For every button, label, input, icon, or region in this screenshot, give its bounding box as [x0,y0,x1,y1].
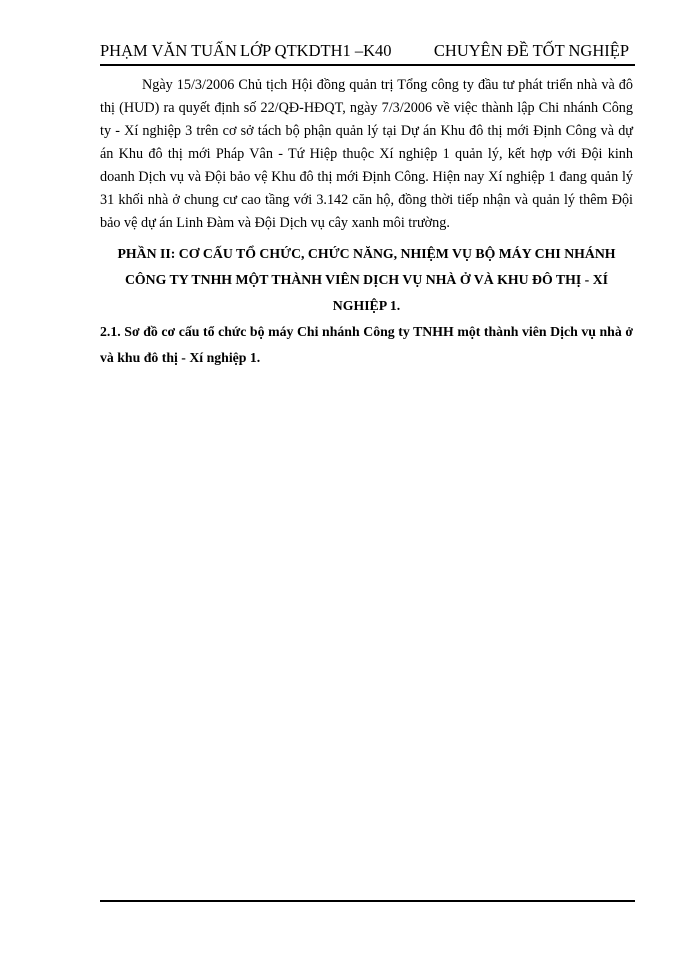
subsection-title: 2.1. Sơ đồ cơ cấu tổ chức bộ máy Chi nhánh Công ty TNHH một thành viên Dịch vụ nhà ở và khu đô thị - Xí nghiệp 1. [100,324,633,365]
footer-divider [100,900,635,902]
header-class: LỚP QTKDTH1 –K40 [240,41,392,60]
header-author: PHẠM VĂN TUẤN [100,41,237,60]
page-header [100,38,635,66]
header-topic: CHUYÊN ĐỀ TỐT NGHIỆP [433,41,629,60]
body-paragraph: Ngày 15/3/2006 Chủ tịch Hội đồng quản trị Tổng công ty đầu tư phát triển nhà và đô thị (HUD) ra quyết định số 22/QĐ-HĐQT, ngày 7/3/2006 về việc thành lập Chi nhánh Công ty - Xí nghiệp 3 trên cơ sở tách bộ phận quản lý tại Dự án Khu đô thị mới Định Công và dự án Khu đô thị mới Pháp Vân - Tứ Hiệp thuộc Xí nghiệp 1 quản lý, kết hợp với Đội kinh doanh Dịch vụ và Đội bảo vệ Khu đô thị mới Định Công. Hiện nay Xí nghiệp 1 đang quản lý 31 khối nhà ở chung cư cao tầng với 3.142 căn hộ, đồng thời tiếp nhận và quản lý thêm Đội bảo vệ dự án Linh Đàm và Đội Dịch vụ cây xanh môi trường. [100,77,633,231]
section-title: PHẦN II: CƠ CẤU TỔ CHỨC, CHỨC NĂNG, NHIỆM VỤ BỘ MÁY CHI NHÁNH CÔNG TY TNHH MỘT THÀNH VIÊN DỊCH VỤ NHÀ Ở VÀ KHU ĐÔ THỊ - XÍ NGHIỆP 1. [117,246,616,313]
document-body [100,74,633,371]
